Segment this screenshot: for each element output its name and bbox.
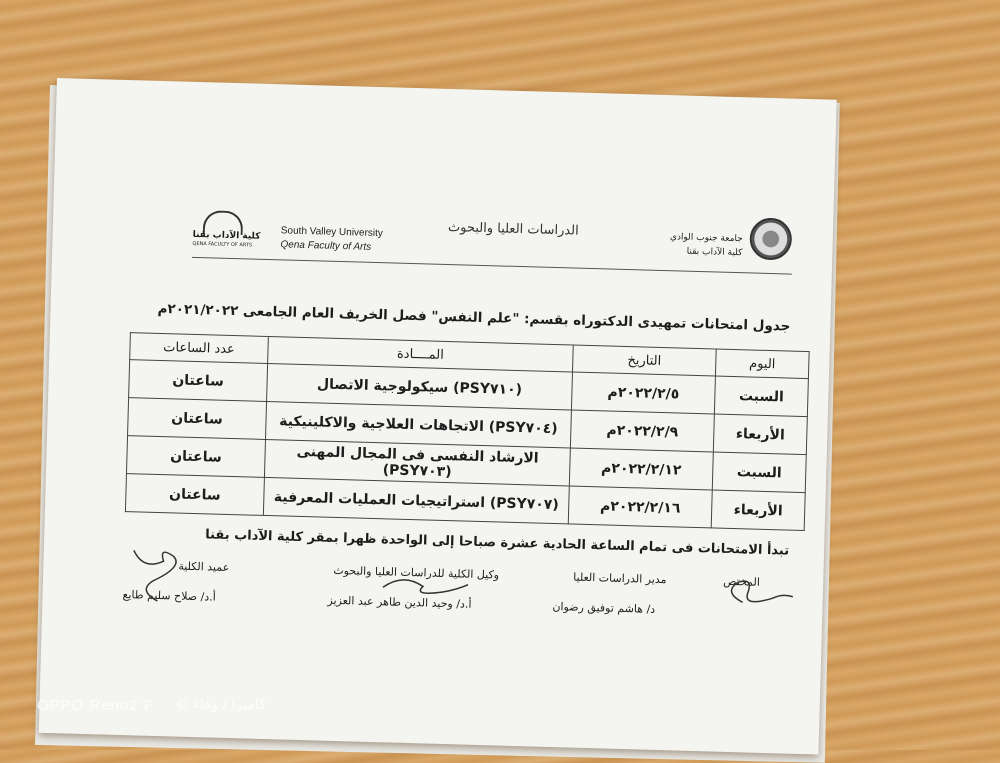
- vice-dean-title: وكيل الكلية للدراسات العليا والبحوث: [333, 563, 500, 582]
- cell-date: ٢٠٢٢/٢/٥م: [571, 372, 715, 414]
- exam-time-note: تبدأ الامتحانات فى تمام الساعة الحادية عشرة صباحا إلى الواحدة ظهرا بمقر كلية الآداب بقنا: [205, 527, 790, 559]
- cell-subject: (PSY٧١٠) سيكولوجية الاتصال: [267, 363, 573, 410]
- document-title: جدول امتحانات تمهيدى الدكتوراه بقسم: "علم النفس" فصل الخريف العام الجامعى ٢٠٢١/٢٠٢٢م: [157, 300, 791, 335]
- cell-date: ٢٠٢٢/٢/١٦م: [568, 486, 712, 528]
- dean-title: عميد الكلية: [178, 559, 230, 574]
- cell-day: السبت: [712, 452, 806, 493]
- handwritten-signatures: [39, 78, 837, 755]
- specialist-title: المختص: [723, 574, 761, 589]
- document-page: [39, 78, 837, 755]
- cell-day: الأربعاء: [711, 490, 805, 531]
- cell-subject: الارشاد النفسى فى المجال المهنى (PSY٧٠٣): [264, 439, 570, 486]
- vice-dean-name: أ.د/ وحيد الدين طاهر عبد العزيز: [327, 593, 472, 611]
- photographer-credit: كاميرا / وفاء ©: [175, 697, 266, 713]
- cell-day: السبت: [714, 376, 808, 417]
- camera-watermark: OPPO Reno2 F: [37, 697, 155, 714]
- cell-subject: (PSY٧٠٧) استراتيجيات العمليات المعرفية: [263, 477, 569, 524]
- cell-date: ٢٠٢٢/٢/١٢م: [569, 448, 713, 490]
- dean-name: أ.د/ صلاح سليم طايع: [122, 588, 216, 604]
- cell-hours: ساعتان: [129, 360, 268, 402]
- university-name-ar: جامعة جنوب الوادي كلية الآداب بقنا: [669, 232, 743, 259]
- faculty-logo: كلية الآداب بقنا QENA FACULTY OF ARTS: [192, 210, 243, 247]
- cell-subject: (PSY٧٠٤) الاتجاهات العلاجية والاكلينيكية: [265, 401, 571, 448]
- cell-date: ٢٠٢٢/٢/٩م: [570, 410, 714, 452]
- header-date: التاريخ: [572, 345, 716, 376]
- cell-hours: ساعتان: [125, 474, 264, 516]
- director-name: د/ هاشم توفيق رضوان: [552, 600, 656, 616]
- header-subject: المــــادة: [268, 337, 574, 373]
- director-title: مدير الدراسات العليا: [573, 570, 667, 587]
- dept-name-ar: الدراسات العليا والبحوث: [447, 219, 579, 239]
- cell-hours: ساعتان: [126, 436, 265, 478]
- university-name-en: South Valley University Qena Faculty of Arts: [280, 225, 384, 253]
- header-day: اليوم: [715, 349, 809, 379]
- cell-day: الأربعاء: [713, 414, 807, 455]
- header-hours: عدد الساعات: [130, 333, 269, 364]
- cell-hours: ساعتان: [128, 398, 267, 440]
